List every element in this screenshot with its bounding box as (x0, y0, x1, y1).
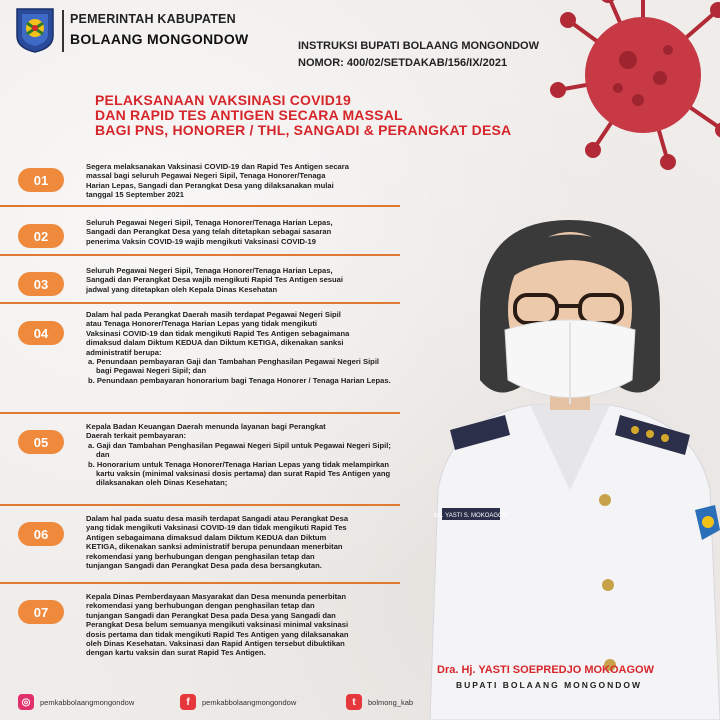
twitter-handle-text: bolmong_kab (368, 697, 414, 707)
name-tag-text: Ibu. YASTI S. MOKOAGOW (433, 513, 509, 519)
item-text (86, 422, 396, 488)
text-line: dimaksud dalam Diktum KEDUA dan Diktum KETIGA, dikenakan sanksi (86, 338, 344, 348)
item-number-badge: 03 (18, 272, 64, 296)
text-line: rekomendasi yang berhubungan dengan penghasilan tetap dan (86, 601, 315, 611)
text-line: tunjangan Sangadi dan Perangkat Desa pada Desa yang Sangadi dan (86, 610, 336, 620)
text-line: oleh Dinas Kesehatan. Vaksinasi dan Rapid Antigen tersebut dibuktikan (86, 639, 345, 649)
instagram-handle[interactable] (18, 694, 134, 710)
item-text (86, 266, 396, 294)
sub-item: b. Penundaan pembayaran honorarium bagi Tenaga Honorer / Tenaga Harian Lepas. (88, 375, 391, 385)
text-line: Kepala Badan Keuangan Daerah menunda layanan bagi Perangkat (86, 422, 326, 431)
header-divider (62, 10, 64, 52)
regency-name: BOLAANG MONGONDOW (70, 31, 249, 47)
facebook-icon: f (180, 694, 196, 710)
item-divider (0, 254, 400, 256)
item-text (86, 310, 396, 385)
text-line: administratif berupa: (86, 347, 162, 357)
text-line: Kepala Dinas Pemberdayaan Masyarakat dan Desa menunda penerbitan (86, 592, 346, 601)
text-line: Perangkat Desa belum semuanya mengikuti vaksinasi minimal vaksinasi (86, 620, 349, 630)
twitter-icon: t (346, 694, 362, 710)
heading-line-1: PELAKSANAAN VAKSINASI COVID19 (95, 92, 352, 108)
item-text (86, 162, 396, 200)
text-line: Segera melaksanakan Vaksinasi COVID-19 dan Rapid Tes Antigen secara (86, 162, 349, 171)
heading-line-2: DAN RAPID TES ANTIGEN SECARA MASSAL (95, 107, 403, 123)
item-divider (0, 205, 400, 207)
item-text (86, 218, 396, 246)
instagram-icon: ◎ (18, 694, 34, 710)
sub-item: a. Penundaan pembayaran Gaji dan Tambahan Penghasilan Pegawai Negeri Sipil bagi Pegawai Negeri Sipil; dan (88, 357, 380, 376)
sub-item: a. Gaji dan Tambahan Penghasilan Pegawai Negeri Sipil untuk Pegawai Negeri Sipil; dan (88, 440, 391, 460)
item-divider (0, 504, 400, 506)
text-line: dengan kartu vaksin dan surat Rapid Tes Antigen. (86, 648, 266, 658)
item-divider (0, 302, 400, 304)
text-line: rekomendasi yang berhubungan dengan penghasilan tetap dan (86, 551, 315, 561)
item-text (86, 592, 396, 658)
text-line: atau Tenaga Honorer/Tenaga Harian Lepas yang tidak mengikuti (86, 319, 317, 329)
facebook-handle[interactable] (180, 694, 296, 710)
item-divider (0, 582, 400, 584)
instagram-handle-text: pemkabbolaangmongondow (40, 697, 135, 707)
text-line: Dalam hal pada suatu desa masih terdapat Sangadi atau Perangkat Desa (86, 514, 349, 523)
item-number-badge: 07 (18, 600, 64, 624)
virus-illustration-icon (548, 0, 720, 170)
text-line: tunjangan Sangadi dan Perangkat Desa pada desa bersangkutan. (86, 561, 322, 571)
item-number-badge: 04 (18, 321, 64, 345)
text-line: Daerah terkait pembayaran: (86, 431, 187, 441)
item-text (86, 514, 396, 570)
item-divider (0, 412, 400, 414)
text-line: Sangadi dan Perangkat Desa yang telah ditetapkan sebagai sasaran (86, 227, 332, 237)
text-line: Seluruh Pegawai Negeri Sipil, Tenaga Honorer/Tenaga Harian Lepas, (86, 218, 333, 227)
text-line: Sangadi dan Perangkat Desa wajib mengikuti Rapid Tes Antigen sesuai (86, 275, 343, 285)
text-line: Harian Lepas, Sangadi dan Perangkat Desa yang dilaksanakan mulai (86, 180, 334, 190)
text-line: dosis pertama dan tidak mengikuti Rapid Tes Antigen yang dilaksanakan (86, 629, 349, 639)
text-line: Dalam hal pada Perangkat Daerah masih terdapat Pegawai Negeri Sipil (86, 310, 341, 319)
heading-line-3: BAGI PNS, HONORER / THL, SANGADI & PERANGKAT DESA (95, 122, 512, 138)
text-line: yang tidak mengikuti Vaksinasi COVID-19 dan tidak mengikuti Rapid Tes (86, 523, 347, 533)
item-number-badge: 06 (18, 522, 64, 546)
instruction-title: INSTRUKSI BUPATI BOLAANG MONGONDOW (298, 40, 539, 52)
item-number-badge: 02 (18, 224, 64, 248)
main-heading (95, 93, 511, 138)
item-number-badge: 05 (18, 430, 64, 454)
official-portrait (410, 190, 720, 720)
regency-emblem-icon (14, 6, 56, 54)
item-number-badge: 01 (18, 168, 64, 192)
text-line: Vaksinasi COVID-19 dan tidak mengikuti Rapid Tes Antigen sebagaimana (86, 328, 350, 338)
sub-item: b. Honorarium untuk Tenaga Honorer/Tenaga Harian Lepas yang tidak melampirkan kartu vaksin (minimal vaksinasi dosis pertama) dan surat Rapid Tes Antigen yang dilaksanakan oleh Dinas Kesehatan; (88, 459, 391, 488)
text-line: Antigen sebagaimana dimaksud dalam Diktum KEDUA dan Diktum (86, 532, 327, 542)
facebook-handle-text: pemkabbolaangmongondow (202, 697, 297, 707)
text-line: tanggal 15 September 2021 (86, 190, 184, 200)
text-line: KETIGA, dikenakan sanksi administratif berupa penundaan menerbitan (86, 542, 343, 552)
government-label: PEMERINTAH KABUPATEN (70, 12, 236, 26)
official-name: Dra. Hj. YASTI SOEPREDJO MOKOAGOW (437, 664, 654, 676)
text-line: massal bagi seluruh Pegawai Negeri Sipil, Tenaga Honorer/Tenaga (86, 171, 326, 181)
text-line: penerima Vaksin COVID-19 wajib mengikuti Vaksinasi COVID-19 (86, 236, 317, 246)
instruction-number: NOMOR: 400/02/SETDAKAB/156/IX/2021 (298, 57, 508, 69)
twitter-handle[interactable] (346, 694, 413, 710)
text-line: Seluruh Pegawai Negeri Sipil, Tenaga Honorer/Tenaga Harian Lepas, (86, 266, 333, 275)
official-title: BUPATI BOLAANG MONGONDOW (456, 680, 643, 690)
text-line: jadwal yang ditetapkan oleh Kepala Dinas Kesehatan (86, 284, 278, 294)
